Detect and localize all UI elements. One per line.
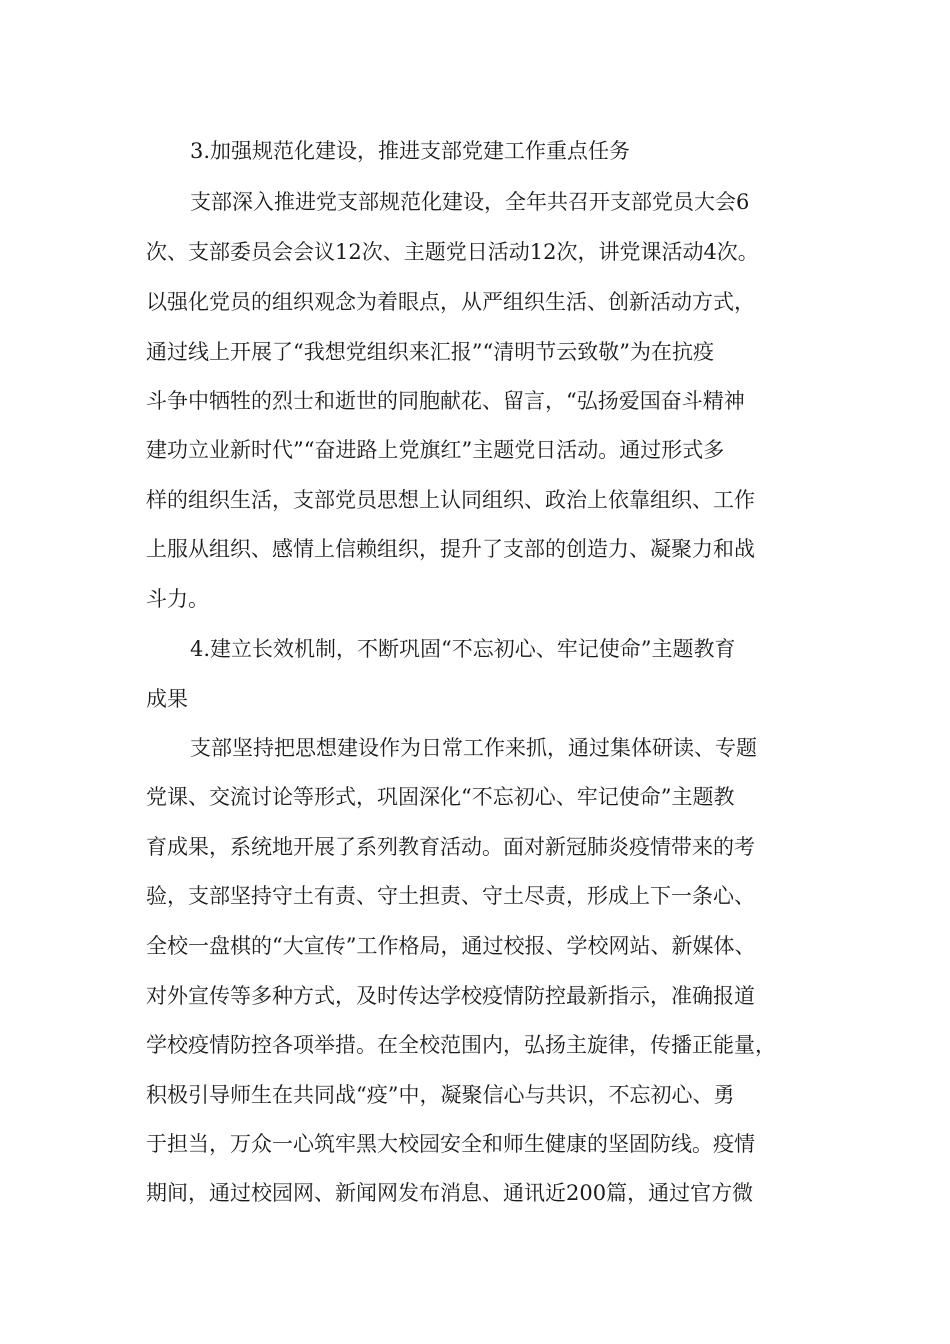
paragraph-line: 期间，通过校园网、新闻网发布消息、通讯近200篇，通过官方微: [146, 1181, 754, 1205]
paragraph-line: 于担当，万众一心筑牢黑大校园安全和师生健康的坚固防线。疫情: [146, 1132, 755, 1156]
paragraph-line: 建功立业新时代”“奋进路上党旗红”主题党日活动。通过形式多: [146, 438, 725, 462]
paragraph-line: 样的组织生活，支部党员思想上认同组织、政治上依靠组织、工作: [146, 488, 755, 512]
paragraph-line: 通过线上开展了“我想党组织来汇报”“清明节云致敬”为在抗疫: [146, 340, 714, 364]
paragraph-line: 支部坚持把思想建设作为日常工作来抓，通过集体研读、专题: [190, 736, 757, 760]
paragraph-line: 全校一盘棋的“大宣传”工作格局，通过校报、学校网站、新媒体、: [146, 934, 756, 958]
paragraph-line: 对外宣传等多种方式，及时传达学校疫情防控最新指示，准确报道: [146, 984, 755, 1008]
paragraph-line: 次、支部委员会会议12次、主题党日活动12次，讲党课活动4次。: [146, 240, 759, 264]
paragraph-line: 学校疫情防控各项举措。在全校范围内，弘扬主旋律，传播正能量，: [146, 1033, 776, 1057]
paragraph-line: 上服从组织、感情上信赖组织，提升了支部的创造力、凝聚力和战: [146, 537, 755, 561]
section-heading-3: 3.加强规范化建设，推进支部党建工作重点任务: [190, 139, 631, 163]
paragraph-line: 育成果，系统地开展了系列教育活动。面对新冠肺炎疫情带来的考: [146, 835, 755, 859]
paragraph-line: 积极引导师生在共同战“疫”中，凝聚信心与共识，不忘初心、勇: [146, 1083, 735, 1107]
paragraph-line: 支部深入推进党支部规范化建设，全年共召开支部党员大会6: [190, 190, 750, 214]
section-heading-4-continued: 成果: [146, 687, 188, 711]
paragraph-line: 以强化党员的组织观念为着眼点，从严组织生活、创新活动方式，: [146, 290, 755, 314]
paragraph-line: 党课、交流讨论等形式，巩固深化“不忘初心、牢记使命”主题教: [146, 785, 735, 809]
paragraph-line: 斗力。: [146, 587, 209, 611]
paragraph-line: 验，支部坚持守土有责、守土担责、守土尽责，形成上下一条心、: [146, 884, 755, 908]
paragraph-line: 斗争中牺牲的烈士和逝世的同胞献花、留言，“弘扬爱国奋斗精神: [146, 389, 745, 413]
section-heading-4: 4.建立长效机制，不断巩固“不忘初心、牢记使命”主题教育: [190, 637, 736, 661]
